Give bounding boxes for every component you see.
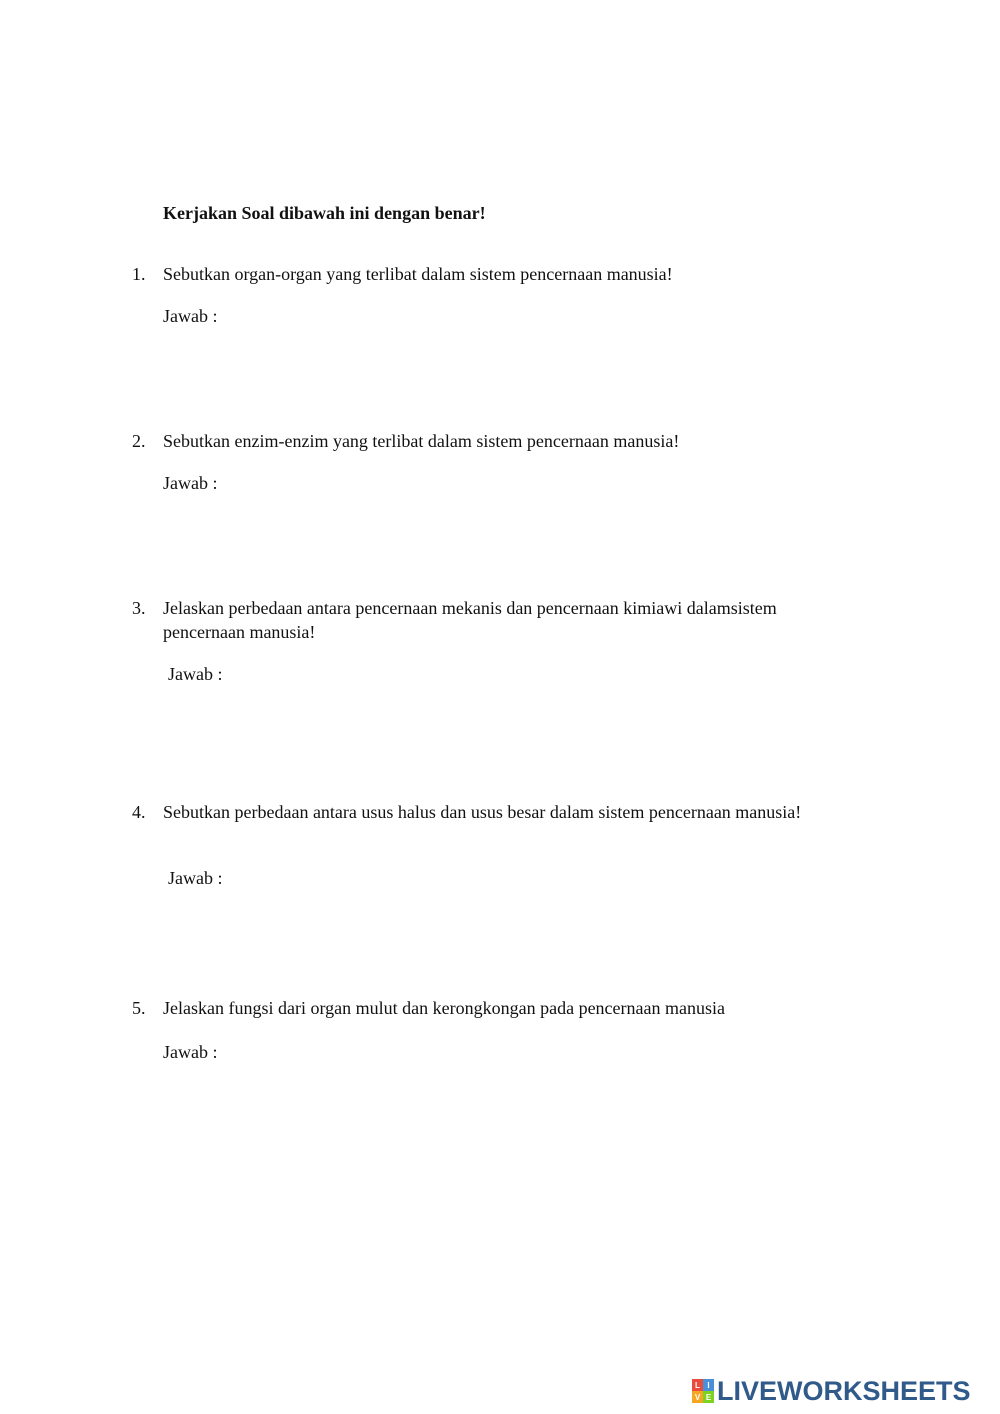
question-1-text: Sebutkan organ-organ yang terlibat dalam sistem pencernaan manusia! <box>163 264 673 284</box>
question-2-number: 2. <box>132 431 146 451</box>
logo-mark-cell: L <box>692 1379 703 1391</box>
logo-mark-icon <box>692 1379 714 1403</box>
question-3-number: 3. <box>132 598 146 618</box>
question-4-text: Sebutkan perbedaan antara usus halus dan usus besar dalam sistem pencernaan manusia! <box>163 802 802 822</box>
logo-mark-cell: I <box>703 1379 714 1391</box>
question-4-number: 4. <box>132 802 146 822</box>
logo-mark-cell: E <box>703 1391 714 1403</box>
question-3-text: Jelaskan perbedaan antara pencernaan mekanis dan pencernaan kimiawi dalamsistem pencernaan manusia! <box>163 598 777 642</box>
question-2-answer-label: Jawab : <box>163 473 218 493</box>
logo-text: LIVEWORKSHEETS <box>717 1375 971 1406</box>
question-5-text: Jelaskan fungsi dari organ mulut dan kerongkongan pada pencernaan manusia <box>163 998 725 1018</box>
question-5-answer-label: Jawab : <box>163 1042 218 1062</box>
question-5-number: 5. <box>132 998 146 1018</box>
question-2-text: Sebutkan enzim-enzim yang terlibat dalam sistem pencernaan manusia! <box>163 431 680 451</box>
logo-mark-cell: V <box>692 1391 703 1403</box>
question-3-answer-label: Jawab : <box>168 664 223 684</box>
liveworksheets-logo <box>692 1376 971 1406</box>
question-1-number: 1. <box>132 264 146 284</box>
question-4-answer-label: Jawab : <box>168 868 223 888</box>
instruction-heading: Kerjakan Soal dibawah ini dengan benar! <box>163 203 486 223</box>
question-1-answer-label: Jawab : <box>163 306 218 326</box>
